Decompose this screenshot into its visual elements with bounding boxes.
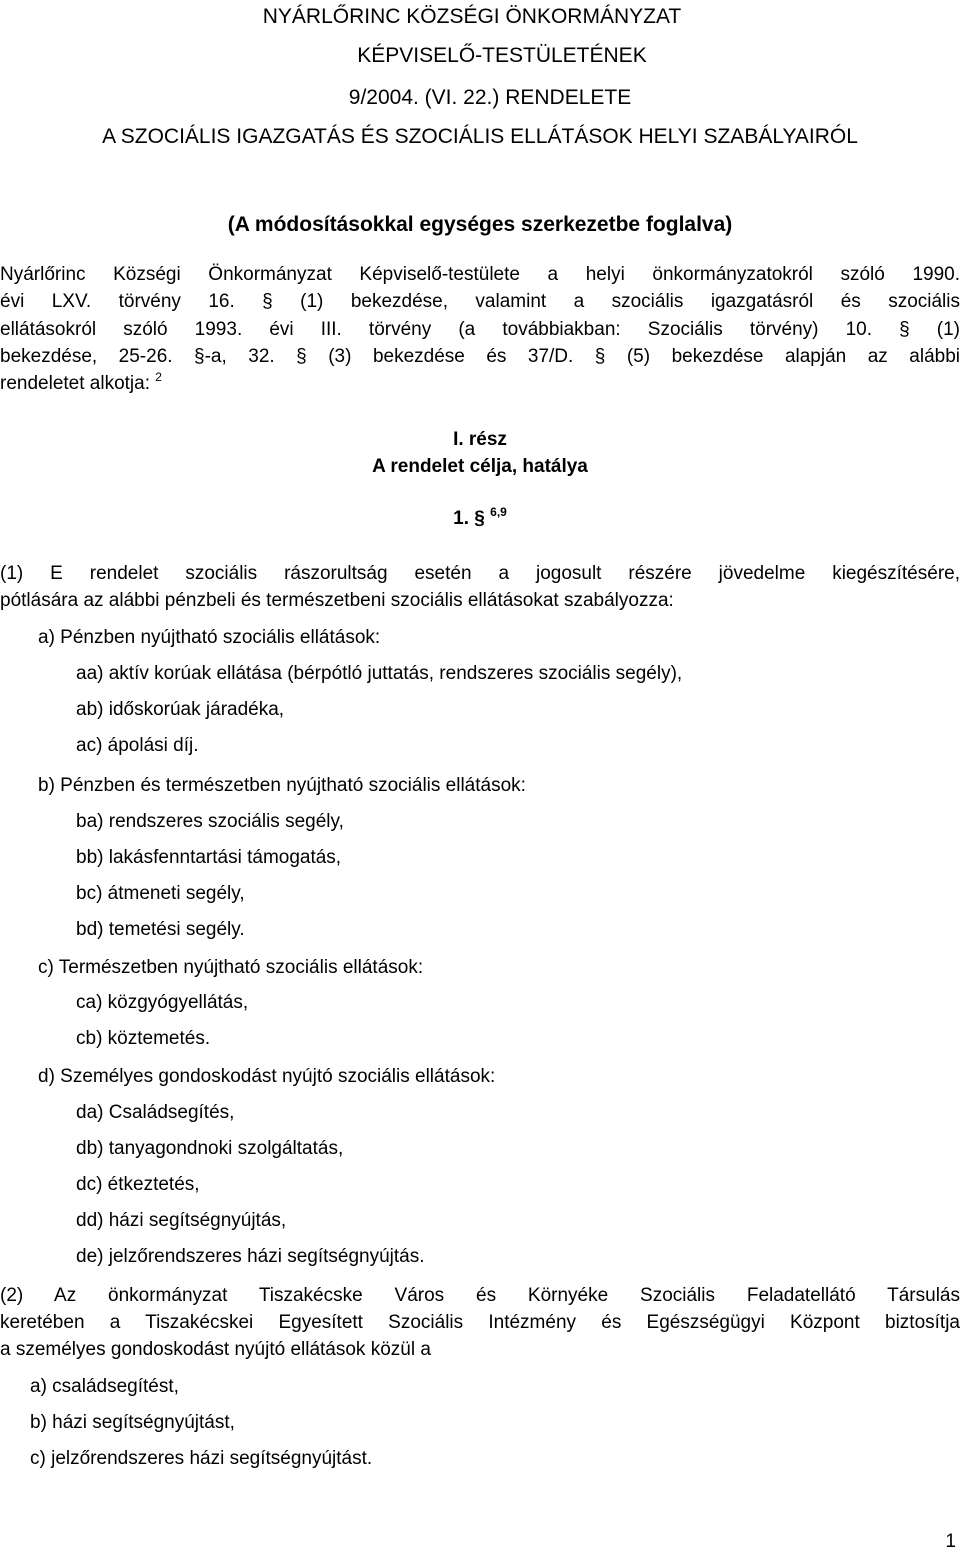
paragraph-2-line: a személyes gondoskodást nyújtó ellátások közül a — [0, 1339, 431, 1360]
list-item: bd) temetési segély. — [76, 919, 245, 940]
list-item: b) házi segítségnyújtást, — [30, 1412, 235, 1433]
list-item: ab) időskorúak járadéka, — [76, 699, 285, 720]
paragraph-1-line: pótlására az alábbi pénzbeli és természetbeni szociális ellátásokat szabályozza: — [0, 590, 674, 611]
page-number: 1 — [945, 1531, 956, 1552]
list-item: dc) étkeztetés, — [76, 1174, 200, 1195]
council-name: NYÁRLŐRINC KÖZSÉGI ÖNKORMÁNYZAT — [262, 5, 682, 28]
list-item: ac) ápolási díj. — [76, 735, 199, 756]
list-item: ca) közgyógyellátás, — [76, 992, 249, 1013]
list-item: db) tanyagondnoki szolgáltatás, — [76, 1138, 344, 1159]
part-title: A rendelet célja, hatálya — [372, 456, 588, 477]
preamble-line: ellátásokról szóló 1993. évi III. törvény (a továbbiakban: Szociális törvény) 10. § (1) — [0, 319, 960, 340]
list-label-d: d) Személyes gondoskodást nyújtó szociális ellátások: — [38, 1066, 496, 1087]
decree-title: A SZOCIÁLIS IGAZGATÁS ÉS SZOCIÁLIS ELLÁTÁSOK HELYI SZABÁLYAIRÓL — [102, 125, 858, 148]
footnote-ref: 6,9 — [490, 505, 507, 519]
list-item: dd) házi segítségnyújtás, — [76, 1210, 287, 1231]
preamble-line: Nyárlőrinc Községi Önkormányzat Képviselő-testülete a helyi önkormányzatokról szóló 1990. — [0, 264, 960, 285]
list-item: ba) rendszeres szociális segély, — [76, 811, 344, 832]
list-label-c: c) Természetben nyújtható szociális ellátások: — [38, 957, 424, 978]
list-item: a) családsegítést, — [30, 1376, 179, 1397]
list-item: cb) köztemetés. — [76, 1028, 211, 1049]
preamble-line: évi LXV. törvény 16. § (1) bekezdése, valamint a szociális igazgatásról és szociális — [0, 291, 960, 312]
preamble-last-line: rendeletet alkotja: $^2$ — [0, 370, 162, 394]
list-item: aa) aktív korúak ellátása (bérpótló juttatás, rendszeres szociális segély), — [76, 663, 683, 684]
part-label: I. rész — [453, 429, 507, 450]
footnote-ref: 2 — [155, 370, 162, 384]
paragraph-2-line: keretében a Tiszakécskei Egyesített Szociális Intézmény és Egészségügyi Központ biztosítja — [0, 1312, 960, 1333]
preamble-line: bekezdése, 25-26. §-a, 32. § (3) bekezdése és 37/D. § (5) bekezdése alapján az alábbi — [0, 346, 960, 367]
list-item: de) jelzőrendszeres házi segítségnyújtás. — [76, 1246, 425, 1267]
decree-number: 9/2004. (VI. 22.) RENDELETE — [348, 86, 632, 109]
paragraph-2-line: (2) Az önkormányzat Tiszakécske Város és Környéke Szociális Feladatellátó Társulás — [0, 1285, 960, 1306]
council-body: KÉPVISELŐ-TESTÜLETÉNEK — [357, 44, 647, 67]
list-item: bb) lakásfenntartási támogatás, — [76, 847, 342, 868]
list-item: da) Családsegítés, — [76, 1102, 235, 1123]
list-label-b: b) Pénzben és természetben nyújtható szociális ellátások: — [38, 775, 526, 796]
paragraph-1-line: (1) E rendelet szociális rászorultság esetén a jogosult részére jövedelme kiegészítésére, — [0, 563, 960, 584]
list-item: c) jelzőrendszeres házi segítségnyújtást. — [30, 1448, 373, 1469]
list-item: bc) átmeneti segély, — [76, 883, 245, 904]
list-label-a: a) Pénzben nyújtható szociális ellátások: — [38, 627, 381, 648]
section-number: 1. § $^{6,9}$ — [453, 505, 507, 529]
consolidated-note: (A módosításokkal egységes szerkezetbe foglalva) — [227, 213, 733, 236]
